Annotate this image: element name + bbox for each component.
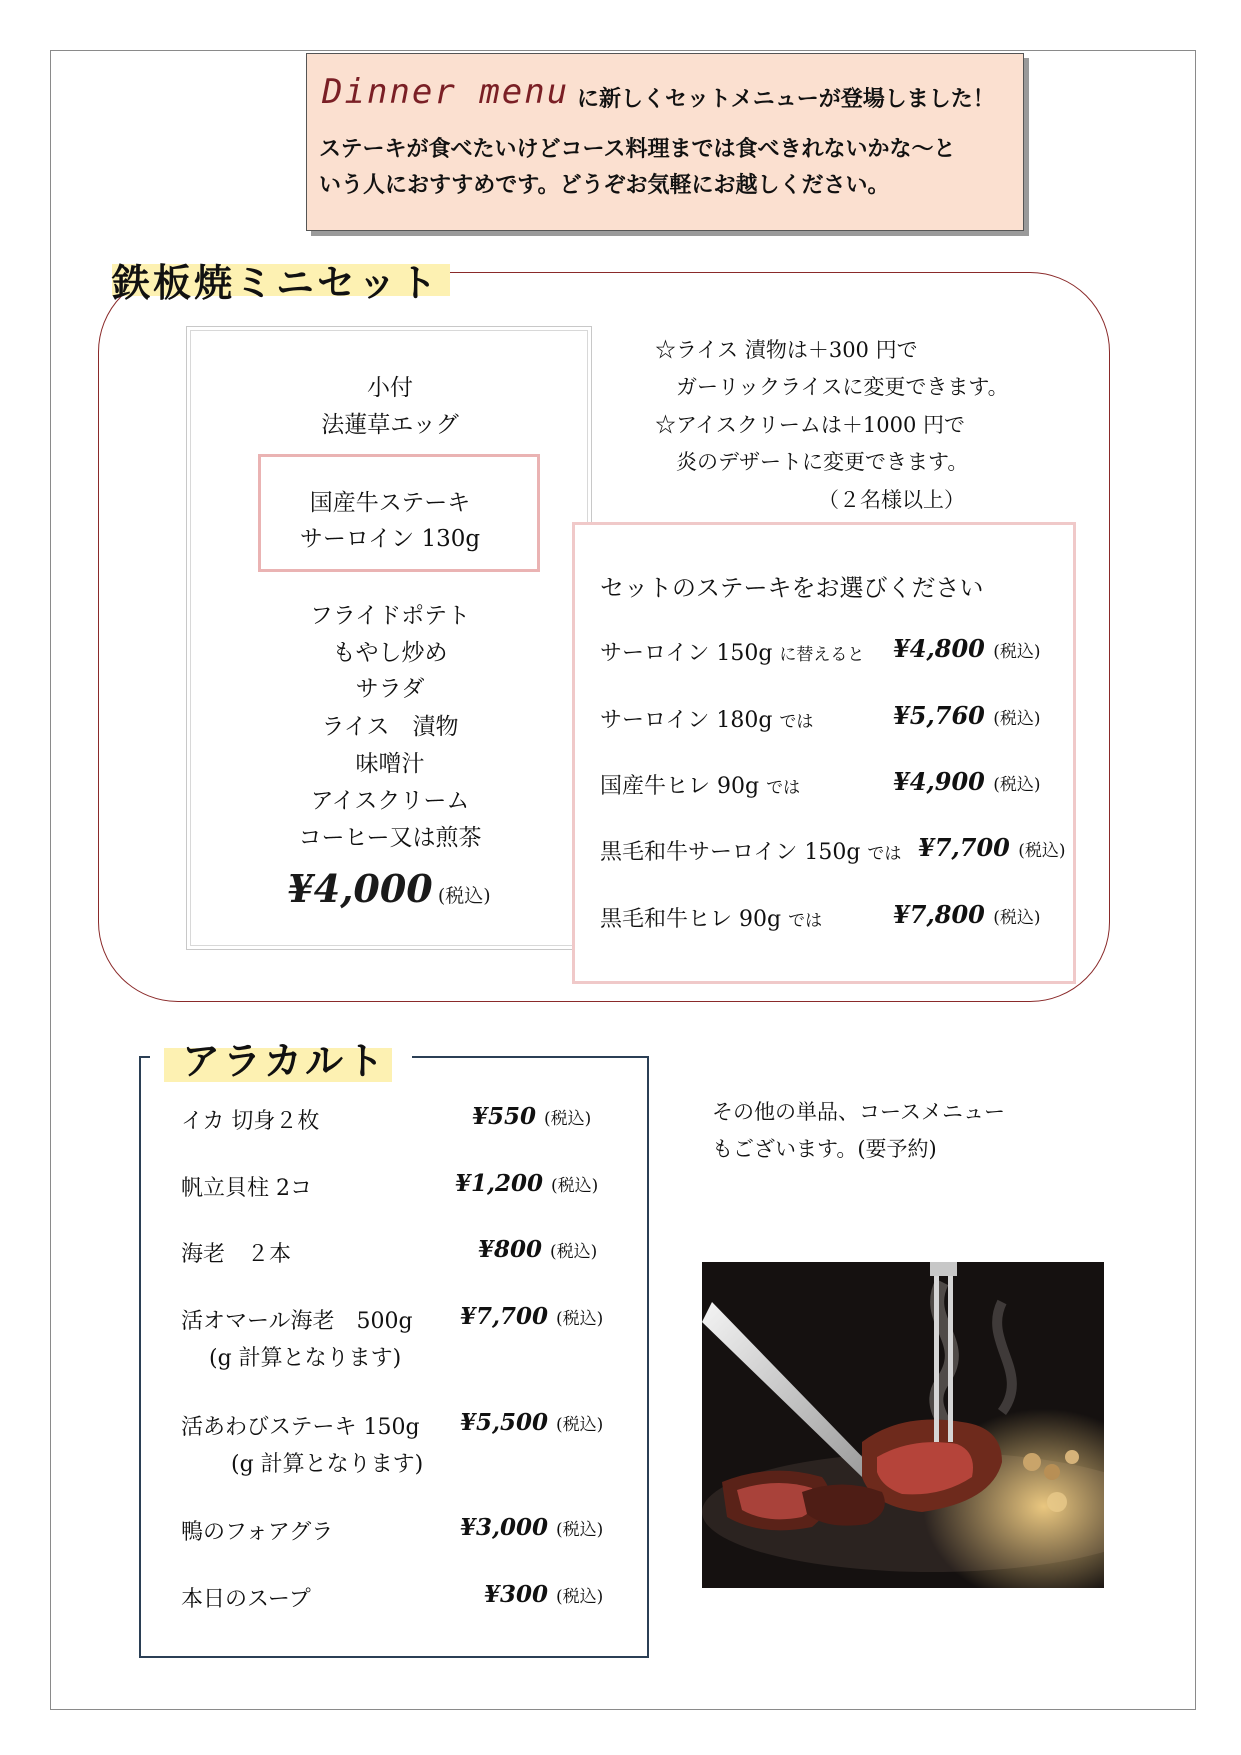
menu-item: 法蓮草エッグ — [321, 412, 459, 438]
menu-item: サラダ — [355, 676, 425, 702]
alacarte-item-name: イカ 切身２枚 — [181, 1109, 320, 1134]
steak-choice-price — [893, 767, 1040, 796]
note-line: ☆ライス 漬物は＋300 円で — [655, 338, 918, 362]
steak-choice-row — [600, 835, 901, 866]
steak-choice-price — [918, 833, 1065, 862]
steak-choice-row — [600, 769, 800, 800]
teppan-set-title: 鉄板焼ミニセット — [112, 260, 441, 305]
menu-item: フライドポテト — [309, 603, 471, 629]
menu-item: 小付 — [367, 375, 413, 401]
steak-choice-tax: (税込) — [1018, 841, 1066, 861]
steak-choice-name: サーロイン 150g — [600, 641, 773, 666]
menu-item: 味噌汁 — [355, 751, 425, 777]
steak-choice-row — [600, 902, 822, 933]
steak-choice-name: 黒毛和牛サーロイン 150g — [600, 840, 861, 865]
set-price-tax: (税込) — [437, 885, 491, 907]
alacarte-item-name: 活あわびステーキ 150g — [181, 1415, 420, 1440]
alacarte-item-tax: (税込) — [551, 1176, 599, 1196]
announcement-body-line: いう人におすすめです。どうぞお気軽にお越しください。 — [319, 173, 890, 198]
steak-choice-suffix: に替えると — [779, 645, 865, 665]
steak-choice-tax: (税込) — [993, 775, 1041, 795]
steak-choice-suffix: では — [779, 712, 814, 732]
alacarte-item-tax: (税込) — [556, 1309, 604, 1329]
alacarte-item-note: (g 計算となります) — [231, 1452, 424, 1477]
alacarte-item-note: (g 計算となります) — [209, 1346, 402, 1371]
alacarte-item-price — [484, 1581, 603, 1608]
steak-choice-suffix: では — [788, 911, 823, 931]
alacarte-item-tax: (税込) — [556, 1587, 604, 1607]
steak-choice-amount: ¥5,760 — [893, 701, 985, 730]
steak-choice-amount: ¥7,800 — [893, 900, 985, 929]
menu-item: アイスクリーム — [310, 788, 470, 814]
steak-choice-tax: (税込) — [993, 642, 1041, 662]
note-line: （２名様以上） — [818, 488, 965, 512]
steak-choice-name: 黒毛和牛ヒレ 90g — [600, 907, 782, 932]
menu-item: もやし炒め — [332, 640, 448, 666]
alacarte-item-amount: ¥1,200 — [455, 1170, 544, 1197]
menu-item: コーヒー又は煎茶 — [298, 825, 482, 851]
steak-choice-heading: セットのステーキをお選びください — [600, 574, 984, 602]
menu-item: ライス 漬物 — [321, 714, 459, 740]
set-price — [186, 866, 592, 911]
steak-choice-row — [600, 703, 813, 734]
alacarte-item-name: 帆立貝柱 2コ — [181, 1176, 312, 1201]
alacarte-item-price — [472, 1103, 591, 1130]
steak-choice-amount: ¥4,800 — [893, 634, 985, 663]
alacarte-item-name: 海老 ２本 — [181, 1242, 292, 1267]
alacarte-item-tax: (税込) — [550, 1242, 598, 1262]
alacarte-item-price — [478, 1236, 597, 1263]
alacarte-item-price — [460, 1514, 603, 1541]
alacarte-item-name: 活オマール海老 500g — [181, 1309, 413, 1334]
other-menu-note: その他の単品、コースメニュー — [712, 1100, 1005, 1124]
alacarte-item-amount: ¥300 — [484, 1581, 549, 1608]
note-line: ☆アイスクリームは＋1000 円で — [655, 413, 966, 437]
announcement-headline: に新しくセットメニューが登場しました！ — [577, 87, 995, 112]
alacarte-item-price — [460, 1303, 603, 1330]
alacarte-item-price — [460, 1409, 603, 1436]
alacarte-item-amount: ¥5,500 — [460, 1409, 549, 1436]
steak-choice-suffix: では — [867, 844, 902, 864]
steak-choice-price — [893, 701, 1040, 730]
steak-choice-amount: ¥7,700 — [918, 833, 1010, 862]
alacarte-item-tax: (税込) — [556, 1520, 604, 1540]
teppanyaki-steak-icon — [702, 1262, 1104, 1588]
announcement-body — [319, 132, 1019, 204]
steak-choice-price — [893, 900, 1040, 929]
steak-choice-suffix: では — [766, 778, 801, 798]
steak-choice-amount: ¥4,900 — [893, 767, 985, 796]
steak-choice-name: 国産牛ヒレ 90g — [600, 774, 760, 799]
set-menu-card — [186, 326, 592, 950]
steak-choice-tax: (税込) — [993, 908, 1041, 928]
alacarte-item-name: 本日のスープ — [181, 1587, 311, 1612]
announcement-box — [306, 53, 1024, 231]
steak-choice-name: サーロイン 180g — [600, 708, 773, 733]
steak-item-line2: サーロイン 130g — [299, 526, 481, 552]
teppanyaki-steak-photo — [702, 1262, 1104, 1588]
note-line: ガーリックライスに変更できます。 — [676, 375, 1009, 399]
other-menu-note: もございます。(要予約) — [712, 1137, 937, 1161]
steak-highlight-box — [258, 454, 540, 572]
alacarte-item-amount: ¥550 — [472, 1103, 537, 1130]
alacarte-item-price — [455, 1170, 598, 1197]
set-price-amount: ¥4,000 — [287, 866, 433, 911]
alacarte-item-name: 鴨のフォアグラ — [181, 1520, 334, 1545]
steak-item-line1: 国産牛ステーキ — [309, 490, 471, 516]
alacarte-item-amount: ¥800 — [478, 1236, 543, 1263]
steak-choice-tax: (税込) — [993, 709, 1041, 729]
alacarte-item-amount: ¥3,000 — [460, 1514, 549, 1541]
alacarte-item-tax: (税込) — [556, 1415, 604, 1435]
announcement-body-line: ステーキが食べたいけどコース料理までは食べきれないかな～と — [319, 137, 956, 162]
steak-choice-price — [893, 634, 1040, 663]
alacarte-item-tax: (税込) — [544, 1109, 592, 1129]
note-line: 炎のデザートに変更できます。 — [676, 450, 969, 474]
alacarte-title: アラカルト — [182, 1038, 388, 1083]
steak-choice-row — [600, 636, 864, 667]
dinner-menu-title: Dinner menu — [322, 72, 570, 112]
alacarte-item-amount: ¥7,700 — [460, 1303, 549, 1330]
